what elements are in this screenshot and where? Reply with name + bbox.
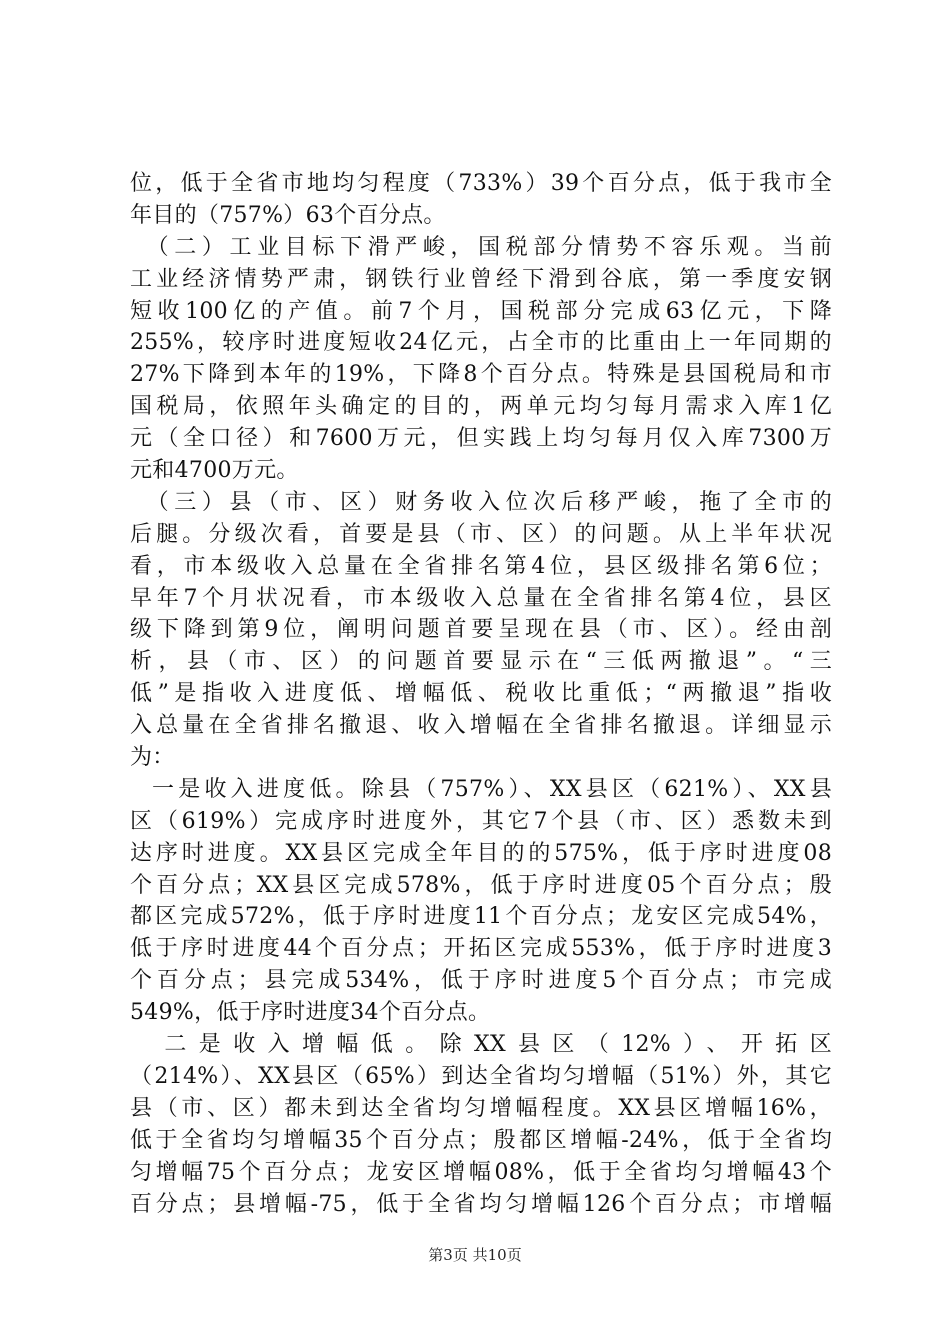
text-line: 达序时进度。XX县区完成全年目的的575%，低于序时进度08 — [130, 840, 832, 866]
text-line: 元和4700万元。 — [130, 458, 299, 484]
text-line: 549%，低于序时进度34个百分点。 — [130, 1000, 491, 1026]
text-line: 元（全口径）和7600万元，但实践上均匀每月仅入库7300万 — [130, 426, 832, 452]
text-line: 低于序时进度44个百分点；开拓区完成553%，低于序时进度3 — [130, 936, 832, 962]
text-line: 后腿。分级次看，首要是县（市、区）的问题。从上半年状况 — [130, 521, 832, 547]
text-line: 级下降到第9位，阐明问题首要呈现在县（市、区）。经由剖 — [130, 617, 832, 643]
document-body — [130, 168, 832, 1220]
text-line: 看，市本级收入总量在全省排名第4位，县区级排名第6位； — [130, 553, 832, 579]
text-line: 255%，较序时进度短收24亿元，占全市的比重由上一年同期的 — [130, 330, 832, 356]
text-line: 为： — [130, 745, 175, 771]
text-line: 年目的（757%）63个百分点。 — [130, 202, 446, 228]
text-line: 入总量在全省排名撤退、收入增幅在全省排名撤退。详细显示 — [130, 713, 832, 739]
text-line: 区（619%）完成序时进度外，其它7个县（市、区）悉数未到 — [130, 808, 832, 834]
text-line: 27%下降到本年的19%，下降8个百分点。特殊是县国税局和市 — [130, 362, 832, 388]
text-line: 匀增幅75个百分点；龙安区增幅08%，低于全省均匀增幅43个 — [130, 1159, 832, 1185]
text-line: （二）工业目标下滑严峻，国税部分情势不容乐观。当前 — [130, 234, 832, 260]
text-line: 短收100亿的产值。前7个月，国税部分完成63亿元，下降 — [130, 298, 832, 324]
text-line: 析，县（市、区）的问题首要显示在“三低两撤退”。“三 — [130, 649, 832, 675]
text-line: 早年7个月状况看，市本级收入总量在全省排名第4位，县区 — [130, 585, 832, 611]
text-line: 百分点；县增幅-75，低于全省均匀增幅126个百分点；市增幅 — [130, 1191, 832, 1217]
text-line: 一是收入进度低。除县（757%）、XX县区（621%）、XX县 — [152, 776, 832, 802]
text-line: 国税局，依照年头确定的目的，两单元均匀每月需求入库1亿 — [130, 394, 832, 420]
text-line: 工业经济情势严肃，钢铁行业曾经下滑到谷底，第一季度安钢 — [130, 266, 832, 292]
text-line: 位，低于全省市地均匀程度（733%）39个百分点，低于我市全 — [130, 171, 832, 196]
text-line: 县（市、区）都未到达全省均匀增幅程度。XX县区增幅16%， — [130, 1095, 832, 1121]
text-line: 个百分点；XX县区完成578%，低于序时进度05个百分点；殷 — [130, 872, 832, 898]
text-line: （214%）、XX县区（65%）到达全省均匀增幅（51%）外，其它 — [130, 1063, 832, 1089]
text-line: 低于全省均匀增幅35个百分点；殷都区增幅-24%，低于全省均 — [130, 1127, 832, 1153]
text-line: 低”是指收入进度低、增幅低、税收比重低；“两撤退”指收 — [130, 681, 832, 707]
page-number-footer: 第3页 共10页 — [428, 1246, 522, 1264]
text-line: （三）县（市、区）财务收入位次后移严峻，拖了全市的 — [130, 489, 832, 515]
text-line: 二是收入增幅低。除XX县区（12%）、开拓区 — [130, 1032, 832, 1058]
text-line: 个百分点；县完成534%，低于序时进度5个百分点；市完成 — [130, 968, 832, 994]
text-line: 都区完成572%，低于序时进度11个百分点；龙安区完成54%， — [130, 904, 832, 930]
